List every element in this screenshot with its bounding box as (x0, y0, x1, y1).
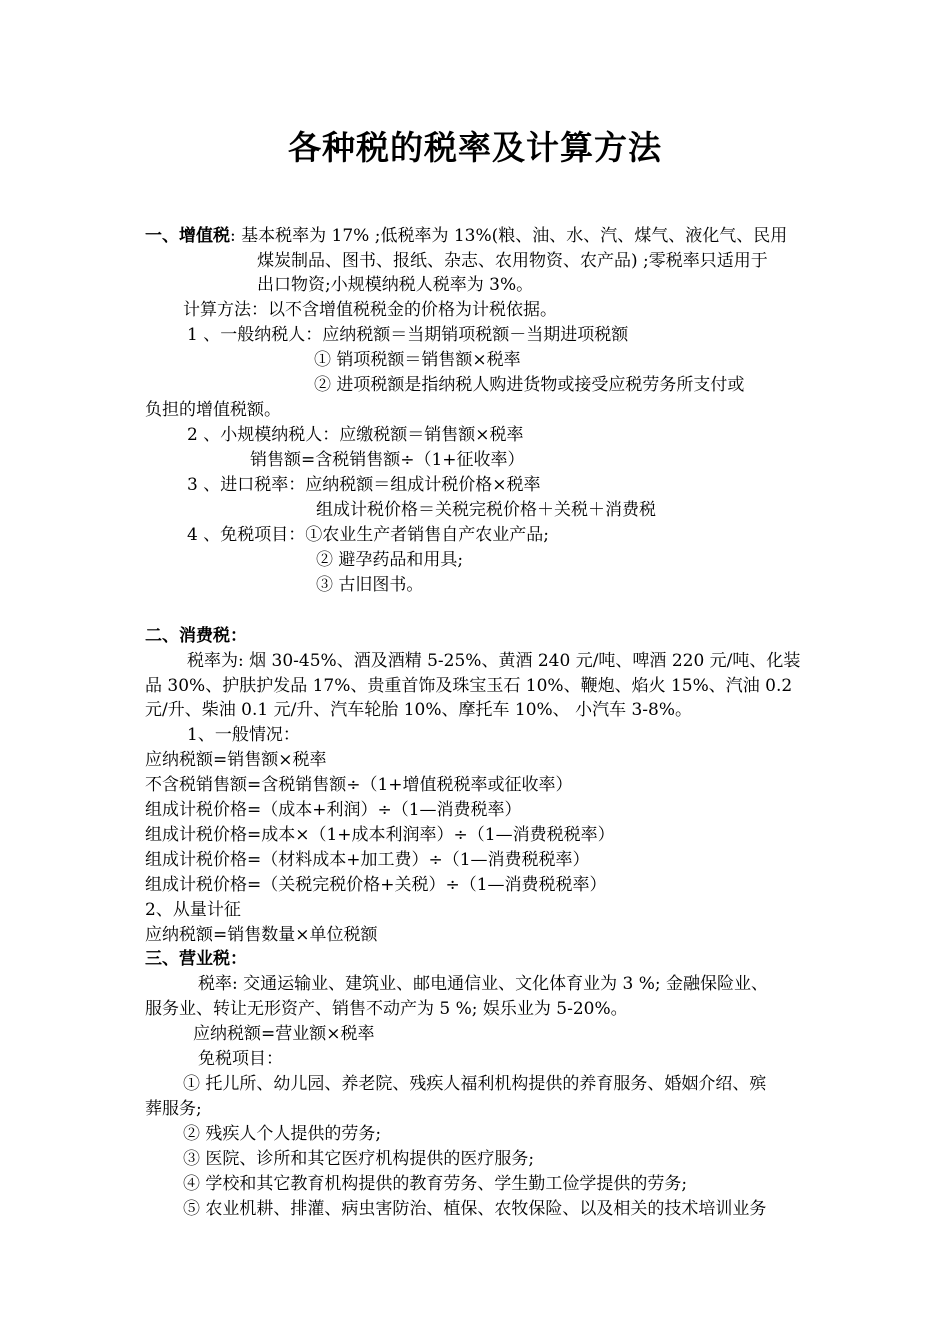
consumption-quantity: 2、从量计征 (145, 900, 241, 920)
consumption-formula-5: 组成计税价格=（材料成本+加工费）÷（1—消费税税率） (145, 850, 590, 870)
vat-rate-text-1: : 基本税率为 17% ;低税率为 13%(粮、油、水、汽、煤气、液化气、民用 (230, 226, 788, 246)
consumption-rate-line-1: 税率为: 烟 30-45%、酒及酒精 5-25%、黄酒 240 元/吨、啤酒 220 元/吨、化装 (187, 651, 801, 671)
vat-exempt-3: ③ 古旧图书。 (316, 575, 424, 595)
vat-import-price: 组成计税价格＝关税完税价格＋关税＋消费税 (316, 500, 656, 520)
vat-rate-line-2: 煤炭制品、图书、报纸、杂志、农用物资、农产品) ;零税率只适用于 (257, 251, 768, 271)
vat-input-tax-line-1: ② 进项税额是指纳税人购进货物或接受应税劳务所支付或 (314, 375, 745, 395)
consumption-formula-3: 组成计税价格=（成本+利润）÷（1—消费税率） (145, 800, 522, 820)
business-heading: 三、营业税： (145, 949, 247, 969)
business-rate-line-1: 税率: 交通运输业、建筑业、邮电通信业、文化体育业为 3 %; 金融保险业、 (198, 974, 769, 994)
consumption-formula-7: 应纳税额=销售数量×单位税额 (145, 925, 378, 945)
business-rate-line-2: 服务业、转让无形资产、销售不动产为 5 %; 娱乐业为 5-20%。 (145, 999, 628, 1019)
vat-small-sales: 销售额=含税销售额÷（1+征收率） (250, 450, 525, 470)
consumption-rate-line-3: 元/升、柴油 0.1 元/升、汽车轮胎 10%、摩托车 10%、 小汽车 3-8%。 (145, 700, 693, 720)
consumption-rate-line-2: 品 30%、护肤护发品 17%、贵重首饰及珠宝玉石 10%、鞭炮、焰火 15%、汽油 0.2 (145, 676, 793, 696)
business-exempt-5: ⑤ 农业机耕、排灌、病虫害防治、植保、农牧保险、以及相关的技术培训业务 (183, 1199, 767, 1219)
vat-output-tax: ① 销项税额＝销售额×税率 (314, 350, 521, 370)
vat-general-taxpayer: 1 、一般纳税人：应纳税额＝当期销项税额－当期进项税额 (187, 325, 629, 345)
business-formula: 应纳税额=营业额×税率 (193, 1024, 375, 1044)
business-exempt-heading: 免税项目： (198, 1049, 283, 1069)
vat-input-tax-line-2: 负担的增值税额。 (145, 400, 281, 420)
consumption-heading: 二、消费税： (145, 626, 247, 646)
business-exempt-1-line-1: ① 托儿所、幼儿园、养老院、残疾人福利机构提供的养育服务、婚姻介绍、殡 (183, 1074, 767, 1094)
business-exempt-4: ④ 学校和其它教育机构提供的教育劳务、学生勤工俭学提供的劳务; (183, 1174, 688, 1194)
vat-exempt-1: 4 、免税项目：①农业生产者销售自产农业产品; (187, 525, 549, 545)
consumption-formula-4: 组成计税价格=成本×（1+成本利润率）÷（1—消费税税率） (145, 825, 615, 845)
business-exempt-3: ③ 医院、诊所和其它医疗机构提供的医疗服务; (183, 1149, 535, 1169)
consumption-formula-2: 不含税销售额=含税销售额÷（1+增值税税率或征收率） (145, 775, 573, 795)
business-exempt-2: ② 残疾人个人提供的劳务; (183, 1124, 382, 1144)
vat-small-taxpayer: 2 、小规模纳税人：应缴税额＝销售额×税率 (187, 425, 524, 445)
consumption-formula-1: 应纳税额=销售额×税率 (145, 750, 327, 770)
vat-rate-line-1 (145, 224, 787, 248)
vat-heading: 一、增值税 (145, 226, 230, 246)
consumption-formula-6: 组成计税价格=（关税完税价格+关税）÷（1—消费税税率） (145, 875, 607, 895)
vat-method: 计算方法：以不含增值税税金的价格为计税依据。 (183, 300, 557, 320)
vat-rate-line-3: 出口物资;小规模纳税人税率为 3%。 (257, 275, 534, 295)
page-title: 各种税的税率及计算方法 (288, 128, 662, 167)
vat-import: 3 、进口税率：应纳税额＝组成计税价格×税率 (187, 475, 541, 495)
business-exempt-1-line-2: 葬服务; (145, 1099, 202, 1119)
vat-exempt-2: ② 避孕药品和用具; (316, 550, 464, 570)
consumption-general: 1、一般情况： (187, 725, 300, 745)
